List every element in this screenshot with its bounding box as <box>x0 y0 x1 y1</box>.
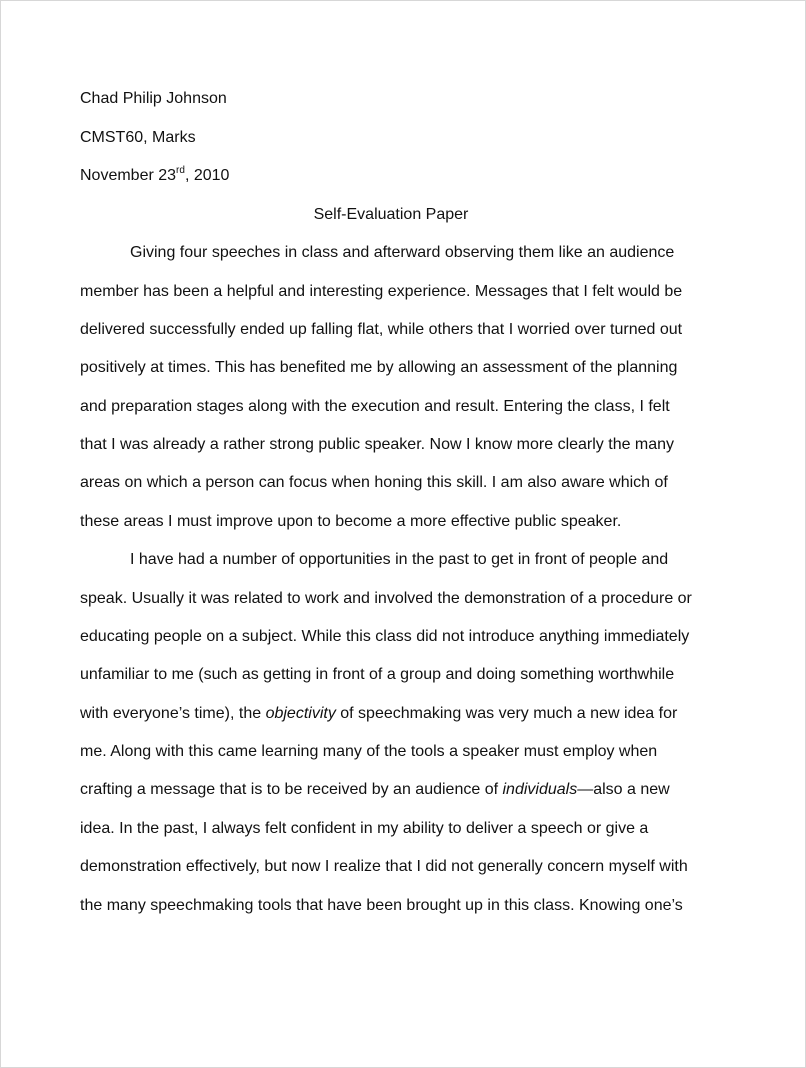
paragraph-line: me. Along with this came learning many of the tools a speaker must employ when <box>80 743 658 760</box>
paper-title: Self-Evaluation Paper <box>313 206 469 223</box>
paragraph-line: demonstration effectively, but now I realize that I did not generally concern myself with <box>80 858 688 875</box>
paragraph-line <box>80 780 670 800</box>
document-date <box>80 166 229 186</box>
paragraph-line: Giving four speeches in class and afterward observing them like an audience <box>130 244 675 261</box>
author-name: Chad Philip Johnson <box>80 90 227 107</box>
course-info: CMST60, Marks <box>80 129 196 146</box>
paragraph-line: unfamiliar to me (such as getting in front of a group and doing something worthwhile <box>80 666 675 683</box>
paragraph-line: idea. In the past, I always felt confident in my ability to deliver a speech or give a <box>80 820 649 837</box>
italic-term: individuals <box>502 781 578 798</box>
paragraph-line: educating people on a subject. While this class did not introduce anything immediately <box>80 628 690 645</box>
text-segment: with everyone’s time), the <box>80 705 266 722</box>
paragraph-line: these areas I must improve upon to become a more effective public speaker. <box>80 513 622 530</box>
date-main: November 23 <box>80 167 177 184</box>
date-year: , 2010 <box>184 167 230 184</box>
date-suffix: rd <box>176 164 185 176</box>
paragraph-line <box>80 704 677 724</box>
paragraph-line: speak. Usually it was related to work and involved the demonstration of a procedure or <box>80 590 692 607</box>
paragraph-line: areas on which a person can focus when honing this skill. I am also aware which of <box>80 474 668 491</box>
paragraph-line: the many speechmaking tools that have been brought up in this class. Knowing one’s <box>80 897 683 914</box>
paragraph-line: I have had a number of opportunities in the past to get in front of people and <box>130 551 669 568</box>
text-segment: —also a new <box>577 781 670 798</box>
paragraph-line: positively at times. This has benefited me by allowing an assessment of the planning <box>80 359 678 376</box>
italic-term: objectivity <box>265 705 336 722</box>
paragraph-line: delivered successfully ended up falling flat, while others that I worried over turned out <box>80 321 683 338</box>
text-segment: crafting a message that is to be received by an audience of <box>80 781 503 798</box>
paragraph-line: member has been a helpful and interesting experience. Messages that I felt would be <box>80 283 683 300</box>
text-segment: of speechmaking was very much a new idea for <box>335 705 678 722</box>
paragraph-line: that I was already a rather strong public speaker. Now I know more clearly the many <box>80 436 675 453</box>
paragraph-line: and preparation stages along with the execution and result. Entering the class, I felt <box>80 398 670 415</box>
